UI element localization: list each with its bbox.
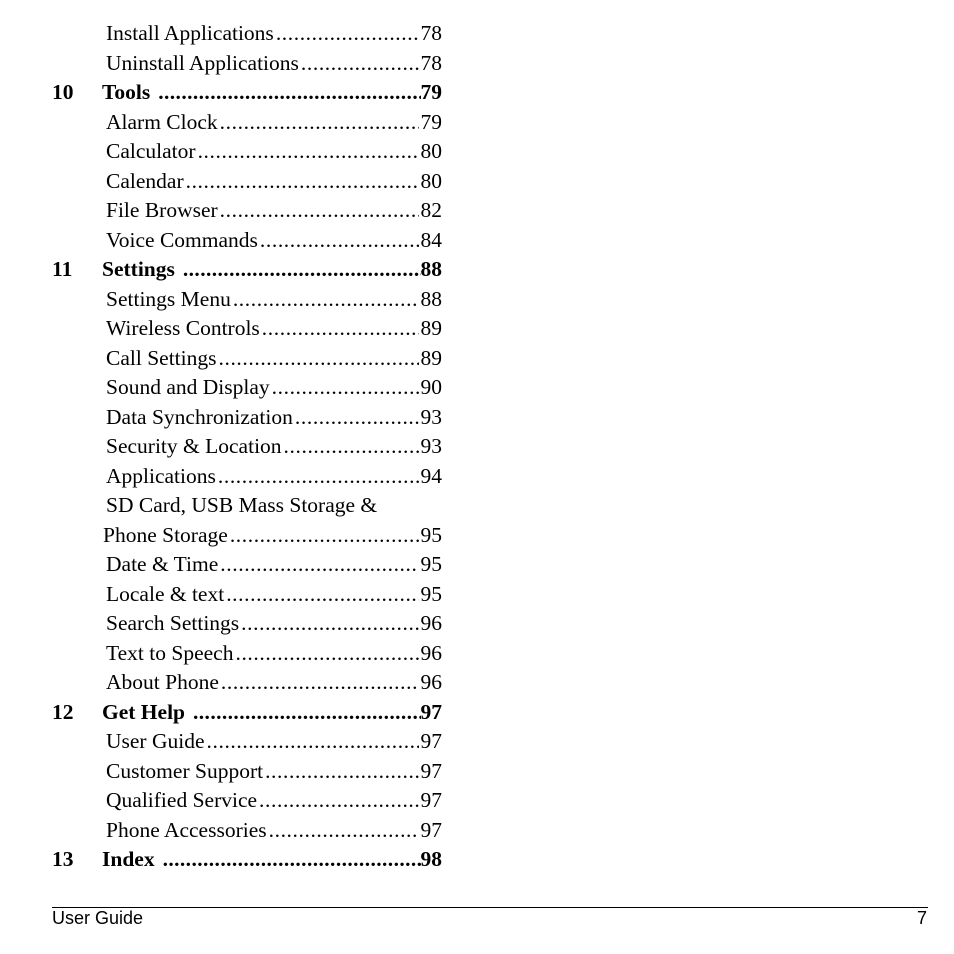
toc-dot-leader <box>295 403 419 433</box>
toc-link[interactable] <box>102 698 442 728</box>
toc-page-number: 94 <box>421 462 443 492</box>
toc-entry-label: Qualified Service <box>106 786 257 816</box>
toc-link[interactable] <box>106 491 442 521</box>
toc-page-number: 96 <box>421 609 443 639</box>
toc-link[interactable] <box>106 314 442 344</box>
toc-link[interactable] <box>106 344 442 374</box>
toc-chapter-number: 12 <box>52 699 74 724</box>
toc-dot-leader <box>284 432 419 462</box>
toc-page-number: 97 <box>421 757 443 787</box>
toc-link[interactable] <box>106 285 442 315</box>
toc-entry-label: Locale & text <box>106 580 224 610</box>
toc-page-number: 95 <box>421 550 443 580</box>
toc-chapter-number: 13 <box>52 847 74 871</box>
toc-dot-leader <box>265 757 418 787</box>
toc-link[interactable] <box>106 550 442 580</box>
toc-entry-label: SD Card, USB Mass Storage & <box>106 491 377 521</box>
toc-entry-row <box>52 462 442 492</box>
toc-link[interactable] <box>106 757 442 787</box>
toc-entry-row <box>52 609 442 639</box>
toc-dot-leader <box>301 49 419 79</box>
toc-entry-row <box>52 137 442 167</box>
toc-link[interactable] <box>103 521 442 551</box>
toc-link[interactable] <box>106 639 442 669</box>
toc-entry-label: Index <box>102 845 155 875</box>
toc-entry-label: Calendar <box>106 167 184 197</box>
toc-dot-leader <box>193 698 421 728</box>
toc-link[interactable] <box>102 78 442 108</box>
toc-entry-row <box>52 285 442 315</box>
toc-page-number: 88 <box>421 255 443 285</box>
toc-page-number: 97 <box>421 816 443 846</box>
toc-dot-leader <box>198 137 419 167</box>
footer-divider <box>52 907 928 908</box>
toc-entry-label: Search Settings <box>106 609 239 639</box>
toc-dot-leader <box>220 550 418 580</box>
toc-dot-leader <box>186 167 419 197</box>
toc-entry-row <box>52 757 442 787</box>
toc-chapter-row <box>52 78 442 108</box>
toc-entry-label: Settings <box>102 255 175 285</box>
toc-dot-leader <box>220 108 419 138</box>
toc-page-number: 97 <box>421 786 443 816</box>
toc-page-number: 78 <box>421 49 443 79</box>
toc-entry-row <box>52 108 442 138</box>
toc-entry-label: Tools <box>102 78 150 108</box>
toc-link[interactable] <box>106 727 442 757</box>
toc-dot-leader <box>235 639 418 669</box>
toc-link[interactable] <box>106 167 442 197</box>
toc-entry-label: About Phone <box>106 668 219 698</box>
toc-link[interactable] <box>106 226 442 256</box>
toc-page-number: 97 <box>421 698 443 728</box>
toc-entry-row <box>52 403 442 433</box>
toc-chapter-number: 11 <box>52 257 73 281</box>
toc-page-number: 93 <box>421 403 443 433</box>
toc-entry-row <box>52 49 442 79</box>
toc-chapter-row <box>52 698 442 728</box>
toc-entry-row <box>52 668 442 698</box>
toc-link[interactable] <box>106 786 442 816</box>
toc-entry-row <box>52 19 442 49</box>
toc-page-number: 96 <box>421 668 443 698</box>
toc-entry-row <box>52 167 442 197</box>
toc-link[interactable] <box>106 137 442 167</box>
toc-link[interactable] <box>106 668 442 698</box>
toc-link[interactable] <box>106 108 442 138</box>
toc-entry-row <box>52 550 442 580</box>
toc-dot-leader <box>269 816 419 846</box>
toc-page-number: 89 <box>421 344 443 374</box>
toc-link[interactable] <box>106 19 442 49</box>
toc-entry-label: Wireless Controls <box>106 314 260 344</box>
toc-entry-label: Phone Accessories <box>106 816 267 846</box>
toc-entry-row <box>52 491 442 521</box>
toc-page-number: 96 <box>421 639 443 669</box>
toc-entry-label: Text to Speech <box>106 639 233 669</box>
toc-entry-label: Data Synchronization <box>106 403 293 433</box>
toc-dot-leader <box>207 727 419 757</box>
toc-link[interactable] <box>106 609 442 639</box>
toc-entry-label: Phone Storage <box>103 521 228 551</box>
toc-entry-label: Sound and Display <box>106 373 270 403</box>
toc-entry-label: User Guide <box>106 727 205 757</box>
toc-page-number: 97 <box>421 727 443 757</box>
table-of-contents <box>52 19 442 875</box>
toc-entry-label: Call Settings <box>106 344 217 374</box>
toc-page-number: 82 <box>421 196 443 226</box>
toc-page-number: 79 <box>421 108 443 138</box>
toc-link[interactable] <box>106 432 442 462</box>
toc-entry-label: Alarm Clock <box>106 108 218 138</box>
toc-link[interactable] <box>106 462 442 492</box>
toc-dot-leader <box>241 609 418 639</box>
toc-link[interactable] <box>102 255 442 285</box>
toc-dot-leader <box>276 19 419 49</box>
toc-page-number: 80 <box>421 137 443 167</box>
toc-entry-row <box>52 196 442 226</box>
toc-entry-label: Voice Commands <box>106 226 258 256</box>
toc-dot-leader <box>226 580 418 610</box>
toc-page-number: 93 <box>421 432 443 462</box>
toc-link[interactable] <box>106 580 442 610</box>
toc-dot-leader <box>219 344 419 374</box>
toc-entry-label: Security & Location <box>106 432 282 462</box>
toc-link[interactable] <box>102 845 442 875</box>
toc-entry-row <box>52 639 442 669</box>
toc-entry-row <box>52 816 442 846</box>
toc-page-number: 90 <box>421 373 443 403</box>
toc-page-number: 98 <box>421 845 443 875</box>
toc-page-number: 80 <box>421 167 443 197</box>
toc-entry-row <box>52 432 442 462</box>
toc-entry-row <box>52 786 442 816</box>
toc-entry-row <box>52 580 442 610</box>
toc-entry-row <box>52 373 442 403</box>
toc-page-number: 95 <box>421 580 443 610</box>
toc-page-number: 95 <box>421 521 443 551</box>
toc-dot-leader <box>221 668 419 698</box>
toc-entry-label: Customer Support <box>106 757 263 787</box>
toc-dot-leader <box>183 255 421 285</box>
footer-document-title: User Guide <box>52 908 144 928</box>
toc-page-number: 88 <box>421 285 443 315</box>
toc-entry-label: Settings Menu <box>106 285 231 315</box>
toc-dot-leader <box>230 521 419 551</box>
toc-link[interactable] <box>106 403 442 433</box>
toc-chapter-row <box>52 255 442 285</box>
toc-dot-leader <box>272 373 419 403</box>
toc-chapter-number: 10 <box>52 80 74 104</box>
toc-entry-row <box>52 314 442 344</box>
toc-entry-label: Get Help <box>102 698 185 728</box>
toc-dot-leader <box>259 786 418 816</box>
toc-page-number: 78 <box>421 19 443 49</box>
toc-dot-leader <box>220 196 419 226</box>
toc-dot-leader <box>158 78 420 108</box>
toc-page-number: 84 <box>421 226 443 256</box>
toc-dot-leader <box>163 845 421 875</box>
toc-link[interactable] <box>106 49 442 79</box>
toc-entry-label: Calculator <box>106 137 196 167</box>
toc-page-number: 79 <box>421 78 443 108</box>
toc-link[interactable] <box>106 816 442 846</box>
toc-chapter-row <box>52 845 442 875</box>
footer-page-number: 7 <box>916 908 927 928</box>
toc-entry-label: Uninstall Applications <box>106 49 299 79</box>
toc-entry-row <box>52 521 442 551</box>
toc-entry-label: Applications <box>106 462 216 492</box>
toc-entry-label: Date & Time <box>106 550 218 580</box>
toc-entry-row <box>52 727 442 757</box>
toc-entry-row <box>52 226 442 256</box>
toc-dot-leader <box>262 314 419 344</box>
toc-link[interactable] <box>106 373 442 403</box>
toc-entry-row <box>52 344 442 374</box>
toc-dot-leader <box>233 285 419 315</box>
toc-page-number: 89 <box>421 314 443 344</box>
toc-entry-label: Install Applications <box>106 19 274 49</box>
toc-dot-leader <box>218 462 419 492</box>
toc-link[interactable] <box>106 196 442 226</box>
toc-entry-label: File Browser <box>106 196 218 226</box>
toc-dot-leader <box>260 226 419 256</box>
